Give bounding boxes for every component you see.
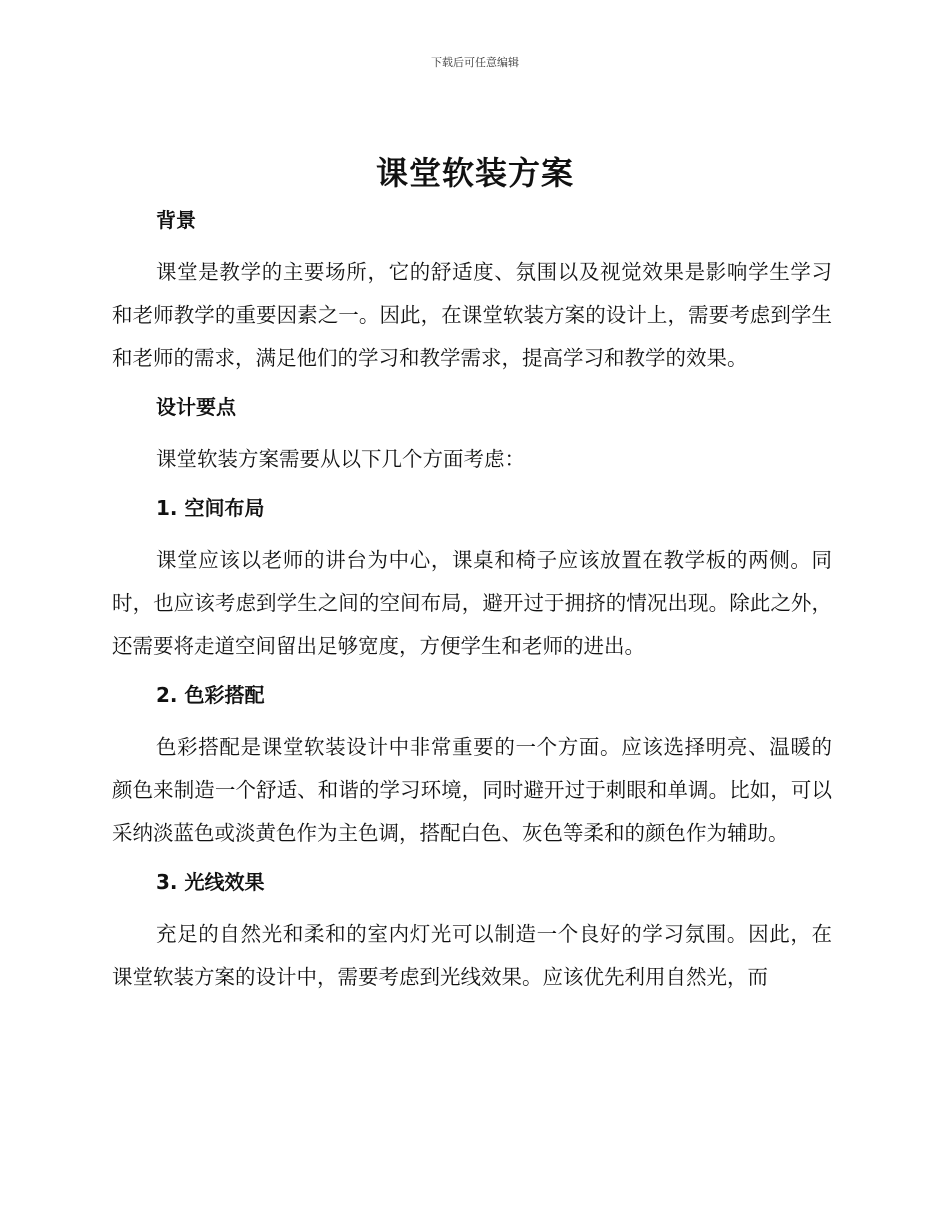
header-note: 下载后可任意编辑 — [431, 56, 519, 69]
section-heading-color: 2. 色彩搭配 — [156, 683, 265, 707]
paragraph-color: 色彩搭配是课堂软装设计中非常重要的一个方面。应该选择明亮、温暖的颜色来制造一个舒适、和谐的学习环境，同时避开过于刺眼和单调。比如，可以采纳淡蓝色或淡黄色作为主色调，搭配白色、灰色等柔和的颜色作为辅助。 — [112, 735, 832, 845]
document-body — [112, 205, 832, 999]
paragraph-design-intro: 课堂软装方案需要从以下几个方面考虑： — [156, 447, 525, 471]
section-heading-lighting: 3. 光线效果 — [156, 870, 265, 894]
paragraph-lighting: 充足的自然光和柔和的室内灯光可以制造一个良好的学习氛围。因此，在课堂软装方案的设计中，需要考虑到光线效果。应该优先利用自然光，而 — [112, 922, 832, 989]
section-heading-layout: 1. 空间布局 — [156, 496, 265, 520]
paragraph-layout: 课堂应该以老师的讲台为中心，课桌和椅子应该放置在教学板的两侧。同时，也应该考虑到学生之间的空间布局，避开过于拥挤的情况出现。除此之外，还需要将走道空间留出足够宽度，方便学生和老师的进出。 — [112, 548, 832, 658]
paragraph-background: 课堂是教学的主要场所，它的舒适度、氛围以及视觉效果是影响学生学习和老师教学的重要因素之一。因此，在课堂软装方案的设计上，需要考虑到学生和老师的需求，满足他们的学习和教学需求，提高学习和教学的效果。 — [112, 260, 832, 370]
document-title: 课堂软装方案 — [375, 154, 574, 192]
section-heading-design-points: 设计要点 — [156, 395, 236, 419]
section-heading-background: 背景 — [156, 208, 196, 232]
